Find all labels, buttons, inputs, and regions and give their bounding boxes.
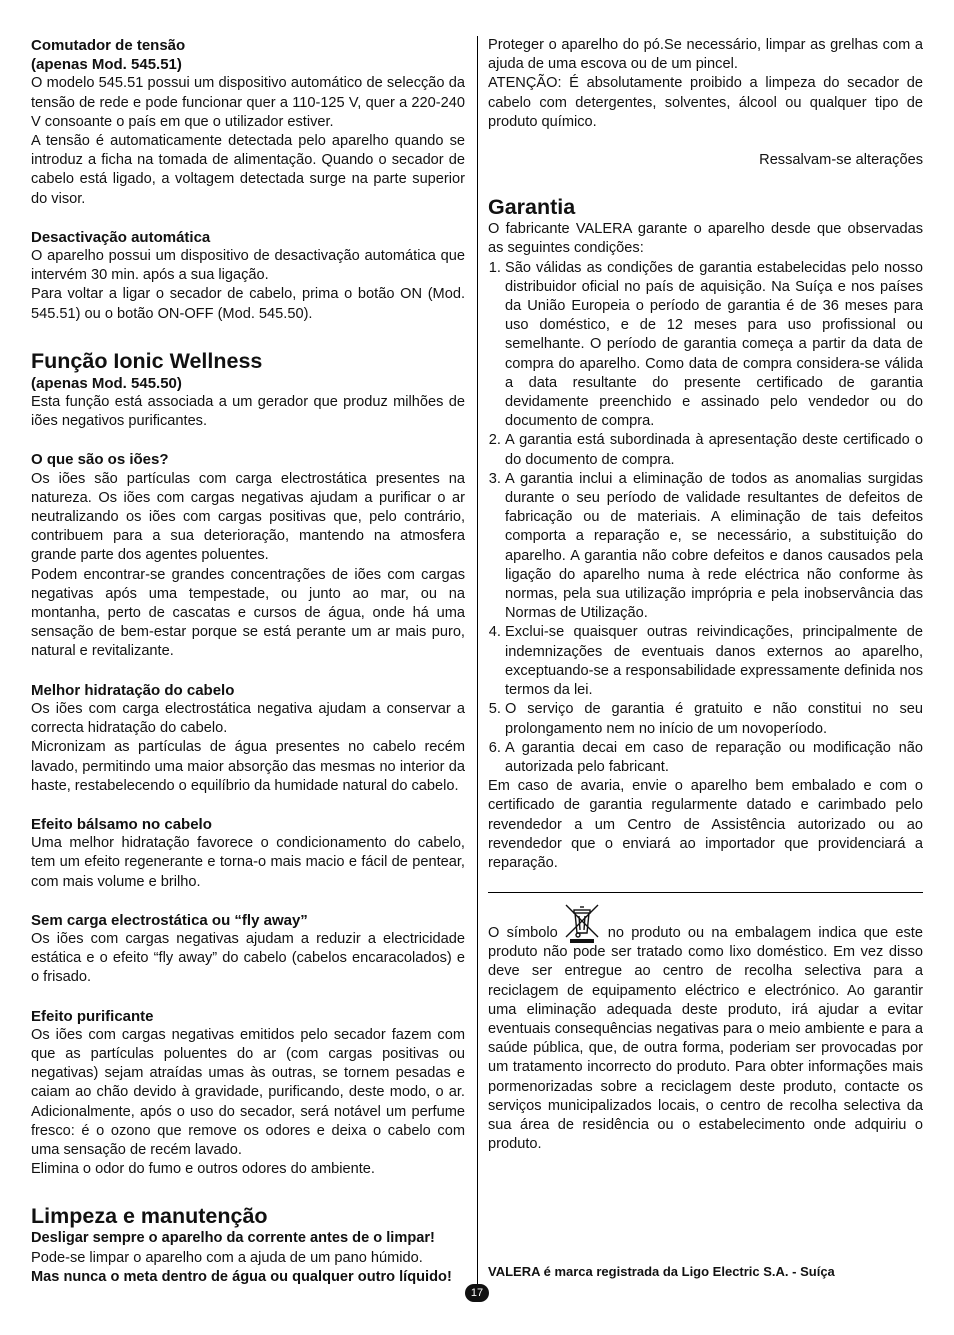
desactivacao-paragraph-1: O aparelho possui um dispositivo de desactivação automática que intervém 30 min. após a sua ligação. [31,248,465,284]
left-column [31,36,465,1287]
balsamo-title: Efeito bálsamo no cabelo [31,815,212,833]
garantia-conditions-list [488,259,923,777]
ressalvam-note: Ressalvam-se alterações [759,152,923,169]
ionic-paragraph: Esta função está associada a um gerador que produz milhões de iões negativos purificantes. [31,394,465,430]
purificante-paragraph-1: Os iões com cargas negativas emitidos pelo secador fazem com que as partículas poluentes do ar (com cargas positivas ou negativas) sejam atraídas umas às outras, se tornem pesadas e caiam ao chão devido à gravidade, purificando, deste modo, o ar. Adicionalmente, após o uso do secador, será notável um perfume fresco: é o ozono que remove os odores e deixa o cabelo com uma sensação de recém lavado. [31,1026,465,1158]
ionic-heading: Função Ionic Wellness [31,348,263,373]
limpeza-warning-2: Mas nunca o meta dentro de água ou qualquer outro líquido! [31,1268,452,1285]
garantia-condition-5: 5. O serviço de garantia é gratuito e não constitui no seu prolongamento nem no início de um novoperíodo. [505,700,923,738]
purificante-paragraph-2: Elimina o odor do fumo e outros odores do ambiente. [31,1161,375,1178]
balsamo-paragraph: Uma melhor hidratação favorece o condicionamento do cabelo, tem um efeito regenerante e torna-o mais macio e fácil de pentear, com mais volume e brilho. [31,835,465,890]
comutador-note: (apenas Mod. 545.51) [31,56,182,74]
garantia-condition-6: 6. A garantia decai em caso de reparação ou modificação não autorizada pelo fabricant. [505,739,923,777]
o-que-sao-title: O que são os iões? [31,451,169,469]
garantia-heading: Garantia [488,195,576,220]
crossed-out-wheelie-bin-icon [562,901,602,943]
limpeza-heading: Limpeza e manutenção [31,1204,268,1229]
garantia-condition-4: 4. Exclui-se quaisquer outras reivindicações, principalmente de indemnizações de eventuais danos externos ao aparelho, exceptuando-se a responsabilidade expressamente definida nos termos da lei. [505,623,923,700]
o-que-sao-paragraph-1: Os iões são partículas com carga electrostática presentes na natureza. Os iões com cargas negativas ajudam a purificar o ar neutralizando os iões com cargas positivas que, pelo contrário, contribuem para a sua deterioração, mantendo na atmosfera grande parte dos agentes poluentes. [31,470,465,564]
garantia-intro: O fabricante VALERA garante o aparelho desde que observadas as seguintes condições: [488,221,923,257]
right-column [488,36,923,1154]
column-divider [477,36,478,1286]
hidratacao-title: Melhor hidratação do cabelo [31,681,235,699]
weee-post-text: no produto ou na embalagem indica que este produto não pode ser tratado como lixo doméstico. Em vez disso deve ser entregue ao centro de recolha selectiva para a reciclagem de equipamento eléctrico e electrónico. Ao garantir uma eliminação adequada deste produto, irá ajudar a evitar eventuais consequências negativas para o meio ambiente e para a saúde pública, que, de outra forma, poderiam ser provocadas por um tratamento incorrecto do produto. Para obter informações mais pormenorizadas sobre a reciclagem deste produto, contacte os serviços municipalizados locais, o centro de recolha selectiva da sua área de residência ou o estabelecimento onde adquiriu o produto. [488,924,923,1153]
fly-away-paragraph: Os iões com cargas negativas ajudam a reduzir a electricidade estática e o efeito “fly away” do cabelo (cabelos encaracolados) e o frisado. [31,930,465,986]
limpeza-paragraph-1: Pode-se limpar o aparelho com a ajuda de um pano húmido. [31,1249,423,1266]
weee-paragraph [488,901,923,1154]
hidratacao-paragraph-1: Os iões com carga electrostática negativa ajudam a conservar a correcta hidratação do cabelo. [31,700,465,737]
comutador-paragraph-2: A tensão é automaticamente detectada pelo aparelho quando se introduz a ficha na tomada de alimentação. Quando o secador de cabelo está ligado, a voltagem detectada surge na parte superior do visor. [31,133,465,207]
o-que-sao-paragraph-2: Podem encontrar-se grandes concentrações de iões com cargas negativas após uma tempestade, ou junto ao mar, ou na montanha, perto de cascatas e cursos de água, onde há uma sensação de bem-estar porque se está perante um ar mais puro, natural e revitalizante. [31,566,465,660]
fly-away-title: Sem carga electrostática ou “fly away” [31,911,308,929]
weee-pre-text: O símbolo [488,924,558,941]
brand-footer: VALERA é marca registrada da Ligo Electric S.A. - Suíça [488,1264,835,1279]
garantia-condition-2: 2. A garantia está subordinada à apresentação deste certificado o do documento de compra. [505,431,923,469]
ionic-note: (apenas Mod. 545.50) [31,374,182,392]
hidratacao-paragraph-2: Micronizam as partículas de água presentes no cabelo recém lavado, permitindo uma maior absorção das mesmas no interior da haste, restabelecendo o equilíbrio da humidade natural do cabelo. [31,739,465,794]
desactivacao-paragraph-2: Para voltar a ligar o secador de cabelo, prima o botão ON (Mod. 545.51) ou o botão ON-OFF (Mod. 545.50). [31,286,465,322]
garantia-condition-3: 3. A garantia inclui a eliminação de todos as anomalias surgidas durante o seu período de validade resultantes de defeitos de fabricação ou de materiais. A eliminação de tais defeitos comporta a reparação e, se necessário, a substituição do aparelho. A garantia não cobre defeitos e danos causados pela ligação do aparelho numa à rede eléctrica não conforme às normas, pela sua utilização imprópria e pela inobservância das Normas de Utilização. [505,470,923,624]
garantia-condition-1: 1. São válidas as condições de garantia estabelecidas pelo nosso distribuidor oficial no país de aquisição. Na Suíça e nos países da União Europeia o período de garantia é de 36 meses para uso doméstico, e de 12 meses para uso profissional ou semelhante. O período de garantia começa a partir da data de compra do aparelho. Como data de compra considera-se válida a data resultante do presente certificado de garantia devidamente preenchido e assinado pelo vendedor ou do documento de compra. [505,259,923,432]
purificante-title: Efeito purificante [31,1007,154,1025]
page-number: 17 [465,1284,489,1302]
comutador-title: Comutador de tensão [31,37,186,54]
desactivacao-title: Desactivação automática [31,228,211,246]
comutador-paragraph-1: O modelo 545.51 possui um dispositivo automático de selecção da tensão de rede e pode funcionar quer a 110-125 V, quer a 220-240 V consoante o país em que o utilizador estiver. [31,75,465,130]
limpeza-warning: Desligar sempre o aparelho da corrente antes de o limpar! [31,1230,435,1247]
limpeza-paragraph-2: Proteger o aparelho do pó.Se necessário, limpar as grelhas com a ajuda de uma escova ou de um pincel. [488,37,923,73]
limpeza-paragraph-3: ATENÇÃO: É absolutamente proibido a limpeza do secador de cabelo com detergentes, solventes, álcool ou qualquer tipo de produto químico. [488,75,923,130]
garantia-outro: Em caso de avaria, envie o aparelho bem embalado e com o certificado de garantia regularmente datado e carimbado pelo revendedor a um Centro de Assistência autorizado ou ao revendedor que o enviará ao importador que providenciará a reparação. [488,778,923,871]
